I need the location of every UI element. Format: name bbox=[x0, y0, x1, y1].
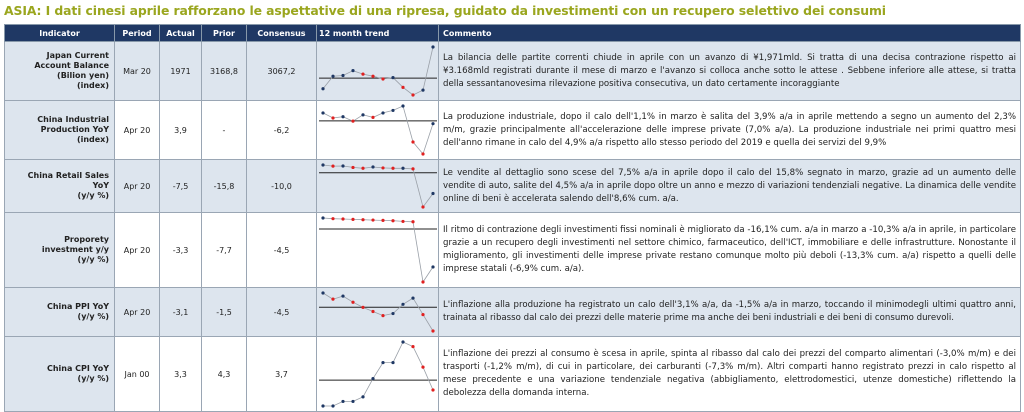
trend-point bbox=[421, 152, 424, 155]
consensus-cell: -4,5 bbox=[247, 213, 317, 288]
sparkline bbox=[317, 213, 439, 287]
period-cell: Apr 20 bbox=[115, 288, 160, 337]
table-row bbox=[5, 288, 1021, 337]
trend-point bbox=[391, 361, 394, 364]
consensus-cell: 3067,2 bbox=[247, 42, 317, 101]
prior-cell: 4,3 bbox=[202, 337, 247, 412]
table-row bbox=[5, 101, 1021, 160]
trend-cell bbox=[317, 337, 439, 412]
trend-point bbox=[411, 220, 414, 223]
trend-point bbox=[341, 400, 344, 403]
trend-point bbox=[321, 111, 324, 114]
trend-point bbox=[421, 313, 424, 316]
indicator-line: Production YoY bbox=[40, 125, 109, 134]
trend-point bbox=[361, 113, 364, 116]
trend-point bbox=[391, 76, 394, 79]
trend-point bbox=[321, 291, 324, 294]
trend-point bbox=[331, 404, 334, 407]
trend-point bbox=[371, 377, 374, 380]
sparkline bbox=[317, 160, 439, 212]
header-row bbox=[5, 25, 1021, 42]
comment-cell: La bilancia delle partite correnti chiude in aprile con un avanzo di ¥1,971mld. Si tratta di una decisa contrazione rispetto ai ¥3.168mld registrati durante il mese di marzo e l'avanzo si colloca anche sotto le attese . Sebbene inferiore alle attese, si tratta della sessantanovesima rilevazione positiva consecutiva, un dato certamente incoraggiante bbox=[439, 42, 1021, 101]
trend-point bbox=[421, 89, 424, 92]
period-cell: Mar 20 bbox=[115, 42, 160, 101]
indicator-cell bbox=[5, 101, 115, 160]
trend-point bbox=[321, 216, 324, 219]
trend-point bbox=[341, 217, 344, 220]
trend-point bbox=[391, 167, 394, 170]
trend-point bbox=[401, 104, 404, 107]
trend-point bbox=[341, 115, 344, 118]
actual-cell: -3,3 bbox=[160, 213, 202, 288]
trend-point bbox=[391, 312, 394, 315]
indicator-line: China CPI YoY bbox=[46, 364, 109, 373]
trend-point bbox=[401, 167, 404, 170]
actual-cell: 1971 bbox=[160, 42, 202, 101]
trend-point bbox=[391, 219, 394, 222]
indicator-cell bbox=[5, 213, 115, 288]
actual-cell: -3,1 bbox=[160, 288, 202, 337]
trend-point bbox=[421, 280, 424, 283]
trend-point bbox=[381, 166, 384, 169]
indicator-line: Proporety bbox=[64, 235, 109, 244]
trend-point bbox=[371, 75, 374, 78]
table-row bbox=[5, 160, 1021, 213]
table-row bbox=[5, 337, 1021, 412]
trend-point bbox=[361, 167, 364, 170]
indicator-cell bbox=[5, 160, 115, 213]
trend-point bbox=[401, 340, 404, 343]
trend-cell bbox=[317, 213, 439, 288]
trend-point bbox=[431, 388, 434, 391]
trend-point bbox=[381, 314, 384, 317]
trend-point bbox=[361, 218, 364, 221]
col-prior: Prior bbox=[202, 25, 247, 42]
trend-point bbox=[431, 192, 434, 195]
trend-line bbox=[323, 342, 433, 406]
trend-point bbox=[331, 217, 334, 220]
trend-point bbox=[341, 164, 344, 167]
period-cell: Apr 20 bbox=[115, 160, 160, 213]
indicator-line: China Retail Sales bbox=[27, 171, 109, 180]
trend-point bbox=[361, 395, 364, 398]
indicator-line: Account Balance bbox=[34, 61, 109, 70]
trend-point bbox=[381, 361, 384, 364]
trend-point bbox=[401, 220, 404, 223]
trend-point bbox=[361, 306, 364, 309]
consensus-cell: 3,7 bbox=[247, 337, 317, 412]
indicator-line: (index) bbox=[76, 135, 109, 144]
prior-cell: - bbox=[202, 101, 247, 160]
trend-line bbox=[323, 293, 433, 331]
indicator-cell bbox=[5, 288, 115, 337]
trend-point bbox=[371, 116, 374, 119]
trend-point bbox=[401, 303, 404, 306]
col-consensus: Consensus bbox=[247, 25, 317, 42]
trend-point bbox=[371, 218, 374, 221]
period-cell: Apr 20 bbox=[115, 213, 160, 288]
indicator-line: (index) bbox=[76, 81, 109, 90]
comment-cell: L'inflazione alla produzione ha registrato un calo dell'3,1% a/a, da -1,5% a/a in marzo, toccando il minimodegli ultimi quattro anni, trainata al ribasso dal calo dei prezzi delle materie prime ma anche dei beni industriali e dei beni di consumo durevoli. bbox=[439, 288, 1021, 337]
trend-point bbox=[421, 205, 424, 208]
sparkline bbox=[317, 288, 439, 336]
col-commento: Commento bbox=[439, 25, 1021, 42]
col-actual: Actual bbox=[160, 25, 202, 42]
trend-line bbox=[323, 165, 433, 207]
trend-point bbox=[371, 310, 374, 313]
trend-point bbox=[381, 77, 384, 80]
trend-point bbox=[401, 86, 404, 89]
prior-cell: -15,8 bbox=[202, 160, 247, 213]
indicator-line: Japan Current bbox=[46, 51, 109, 60]
comment-cell: L'inflazione dei prezzi al consumo è scesa in aprile, spinta al ribasso dal calo dei prezzi del comparto alimentari (-3,0% m/m) e dei trasporti (-1,2% m/m), di cui in particolare, dei carburanti (-7,3% m/m). Altri comparti hanno registrato prezzi in calo rispetto al mese precedente e una variazione tendenziale negativa (abbigliamento, elettrodomestici, utenze domestiche) riflettendo la debolezza della domanda interna. bbox=[439, 337, 1021, 412]
indicator-line: (y/y %) bbox=[77, 191, 109, 200]
trend-point bbox=[421, 366, 424, 369]
indicator-line: China Industrial bbox=[37, 115, 109, 124]
trend-point bbox=[411, 93, 414, 96]
col-indicator: Indicator bbox=[5, 25, 115, 42]
trend-point bbox=[321, 163, 324, 166]
trend-point bbox=[351, 166, 354, 169]
trend-point bbox=[431, 45, 434, 48]
comment-cell: Le vendite al dettaglio sono scese del 7,5% a/a in aprile dopo il calo del 15,8% segnato in marzo, grazie ad un aumento delle vendite di auto, salite del 4,5% a/a in aprile dopo oltre un anno e mezzo di variazioni tendenziali negative. La dinamica delle vendite online di beni è accelerata salendo dell'8,6% cum. a/a. bbox=[439, 160, 1021, 213]
trend-point bbox=[411, 297, 414, 300]
trend-cell bbox=[317, 101, 439, 160]
trend-point bbox=[341, 74, 344, 77]
trend-line bbox=[323, 218, 433, 282]
trend-point bbox=[351, 400, 354, 403]
trend-point bbox=[331, 165, 334, 168]
table-row bbox=[5, 213, 1021, 288]
trend-cell bbox=[317, 42, 439, 101]
trend-line bbox=[323, 106, 433, 154]
trend-point bbox=[341, 294, 344, 297]
trend-point bbox=[381, 219, 384, 222]
indicator-line: (Bilion yen) bbox=[57, 71, 109, 80]
sparkline bbox=[317, 42, 439, 100]
trend-cell bbox=[317, 160, 439, 213]
indicator-line: (y/y %) bbox=[77, 255, 109, 264]
col-period: Period bbox=[115, 25, 160, 42]
trend-point bbox=[351, 301, 354, 304]
period-cell: Apr 20 bbox=[115, 101, 160, 160]
trend-point bbox=[411, 140, 414, 143]
prior-cell: -1,5 bbox=[202, 288, 247, 337]
trend-point bbox=[411, 167, 414, 170]
page-title: ASIA: I dati cinesi aprile rafforzano le aspettative di una ripresa, guidato da investimenti con un recupero selettivo dei consumi bbox=[4, 3, 886, 18]
sparkline bbox=[317, 101, 439, 159]
trend-point bbox=[331, 116, 334, 119]
indicator-cell bbox=[5, 42, 115, 101]
comment-cell: La produzione industriale, dopo il calo dell'1,1% in marzo è salita del 3,9% a/a in aprile mettendo a segno un aumento del 2,3% m/m, grazie principalmente all'accelerazione delle imprese private (7,0% a/a). La produzione industriale nei primi quattro mesi dell'anno rimane in calo del 4,9% a/a rispetto allo stesso periodo del 2019 e quella dei servizi del 9,9% bbox=[439, 101, 1021, 160]
consensus-cell: -4,5 bbox=[247, 288, 317, 337]
trend-line bbox=[323, 47, 433, 95]
actual-cell: -7,5 bbox=[160, 160, 202, 213]
trend-point bbox=[351, 120, 354, 123]
trend-point bbox=[351, 69, 354, 72]
trend-point bbox=[371, 165, 374, 168]
trend-point bbox=[331, 75, 334, 78]
trend-cell bbox=[317, 288, 439, 337]
col-trend: 12 month trend bbox=[317, 25, 439, 42]
trend-point bbox=[411, 345, 414, 348]
consensus-cell: -10,0 bbox=[247, 160, 317, 213]
trend-point bbox=[361, 73, 364, 76]
indicator-cell bbox=[5, 337, 115, 412]
trend-point bbox=[321, 404, 324, 407]
prior-cell: 3168,8 bbox=[202, 42, 247, 101]
indicator-line: YoY bbox=[92, 181, 109, 190]
period-cell: Jan 00 bbox=[115, 337, 160, 412]
trend-point bbox=[331, 298, 334, 301]
indicator-line: (y/y %) bbox=[77, 312, 109, 321]
trend-point bbox=[351, 218, 354, 221]
trend-point bbox=[321, 87, 324, 90]
indicators-table bbox=[4, 24, 1021, 412]
comment-cell: Il ritmo di contrazione degli investimenti fissi nominali è migliorato da -16,1% cum. a/a in marzo a -10,3% a/a in aprile, in particolare grazie a un recupero degli investimenti nel settore chimico, farmaceutico, dell'ICT, immobiliare e delle infrastrutture. Nonostante il miglioramento, gli investimenti delle imprese private restano comunque molto più deboli (-13,3% cum. a/a) rispetto a quelli delle imprese statali (-6,9% cum. a/a). bbox=[439, 213, 1021, 288]
consensus-cell: -6,2 bbox=[247, 101, 317, 160]
indicator-line: (y/y %) bbox=[77, 374, 109, 383]
trend-point bbox=[431, 329, 434, 332]
indicator-line: investment y/y bbox=[41, 245, 109, 254]
trend-point bbox=[431, 265, 434, 268]
actual-cell: 3,3 bbox=[160, 337, 202, 412]
indicator-line: China PPI YoY bbox=[46, 302, 109, 311]
trend-point bbox=[391, 109, 394, 112]
trend-point bbox=[381, 111, 384, 114]
table-row bbox=[5, 42, 1021, 101]
actual-cell: 3,9 bbox=[160, 101, 202, 160]
prior-cell: -7,7 bbox=[202, 213, 247, 288]
trend-point bbox=[431, 122, 434, 125]
